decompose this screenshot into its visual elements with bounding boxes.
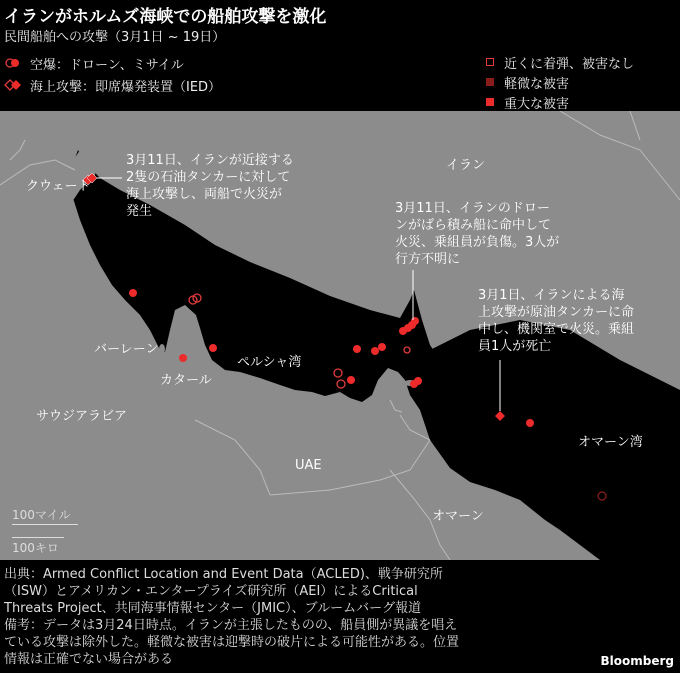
- scale-km: 100キロ: [12, 537, 64, 556]
- legend-sea-attack-label: 海上攻撃：即席爆発装置（IED）: [30, 79, 222, 95]
- legend-minor-damage: [486, 72, 634, 92]
- annotation-line: 2隻の石油タンカーに対して: [126, 170, 291, 185]
- legend-near-miss-label: 近くに着弾、被害なし: [504, 56, 635, 72]
- air-strike-marker[interactable]: [526, 419, 534, 427]
- annotation-kuwait: [126, 152, 294, 220]
- minor-damage-swatch: [486, 78, 494, 86]
- scale-miles: 100マイル: [12, 506, 78, 525]
- air-strike-marker[interactable]: [598, 492, 606, 500]
- label-persian-gulf: ペルシャ湾: [237, 355, 302, 370]
- annotation-line: 3月11日、イランが近接する: [126, 153, 294, 168]
- air-strike-marker[interactable]: [179, 354, 187, 362]
- air-strike-marker[interactable]: [337, 380, 345, 388]
- legend-attack-types: [4, 52, 221, 96]
- label-iran: イラン: [446, 158, 486, 173]
- label-saudi-arabia: サウジアラビア: [36, 409, 128, 424]
- air-strike-marker[interactable]: [411, 317, 419, 325]
- annotation-line: 行方不明に: [395, 252, 461, 267]
- sea-attack-marker-oman[interactable]: [495, 411, 505, 421]
- annotation-line: 発生: [126, 204, 153, 219]
- legend-sea-attack: [4, 74, 221, 96]
- air-strike-icon: [4, 57, 24, 69]
- page-subtitle: 民間船舶への攻撃（3月1日 ~ 19日）: [4, 30, 226, 45]
- air-strike-marker[interactable]: [371, 347, 379, 355]
- annotation-line: 上攻撃が原油タンカーに命: [478, 305, 635, 320]
- air-strike-marker[interactable]: [414, 377, 422, 385]
- legend-severity: [486, 52, 634, 112]
- label-qatar: カタール: [160, 373, 212, 388]
- footer-line: 情報は正確でない場合がある: [4, 652, 174, 667]
- air-strike-marker[interactable]: [378, 343, 386, 351]
- label-kuwait: クウェート: [26, 179, 91, 194]
- air-strike-marker[interactable]: [209, 344, 217, 352]
- label-bahrain: バーレーン: [94, 342, 159, 357]
- footer-notes: [4, 566, 564, 668]
- footer-line: （ISW）とアメリカン・エンタープライズ研究所（AEI）によるCritical: [4, 584, 418, 599]
- legend-minor-damage-label: 軽微な被害: [504, 76, 570, 92]
- air-strike-marker[interactable]: [334, 369, 342, 377]
- legend-air-strike-label: 空爆：ドローン、ミサイル: [30, 57, 184, 73]
- air-strike-marker[interactable]: [129, 289, 137, 297]
- legend-major-damage: [486, 92, 634, 112]
- label-gulf-of-oman: オマーン湾: [578, 435, 643, 450]
- major-damage-swatch: [486, 98, 494, 106]
- map-area: [0, 111, 680, 560]
- annotation-line: ンがばら積み船に命中して: [395, 218, 552, 233]
- label-uae: UAE: [295, 458, 322, 473]
- annotation-hormuz: [395, 200, 559, 268]
- annotation-line: 海上攻撃し、両船で火災が: [126, 187, 283, 202]
- legend-major-damage-label: 重大な被害: [504, 96, 570, 112]
- footer-line: Threats Project、共同海事情報センター（JMIC）、ブルームバーグ報道: [4, 601, 422, 616]
- annotation-line: 3月11日、イランのドロー: [395, 201, 550, 216]
- legend-air-strike: [4, 52, 221, 74]
- air-strike-marker[interactable]: [347, 376, 355, 384]
- annotation-line: 員1人が死亡: [478, 339, 552, 354]
- annotation-line: 3月1日、イランによる海: [478, 288, 625, 303]
- label-oman: オマーン: [432, 509, 484, 524]
- footer-line: 備考：データは3月24日時点。イランが主張したものの、船員側が異議を唱え: [4, 618, 458, 633]
- footer-line: 出典：Armed Conflict Location and Event Data（ACLED)、戦争研究所: [4, 567, 443, 582]
- bloomberg-logo: Bloomberg: [600, 654, 674, 668]
- annotation-line: 中し、機関室で火災。乗組: [478, 322, 635, 337]
- legend-near-miss: [486, 52, 634, 72]
- scale-bar: [12, 506, 78, 556]
- air-strike-marker[interactable]: [404, 347, 410, 353]
- footer-line: ている攻撃は除外した。軽微な被害は迎撃時の破片による可能性がある。位置: [4, 635, 460, 650]
- page-title: イランがホルムズ海峡での船舶攻撃を激化: [4, 7, 327, 27]
- annotation-line: 火災、乗組員が負傷。3人が: [395, 235, 560, 250]
- near-miss-swatch: [486, 58, 494, 66]
- air-strike-marker[interactable]: [353, 345, 361, 353]
- annotation-gulf-of-oman: [478, 287, 634, 355]
- diamond-icon: [4, 79, 24, 91]
